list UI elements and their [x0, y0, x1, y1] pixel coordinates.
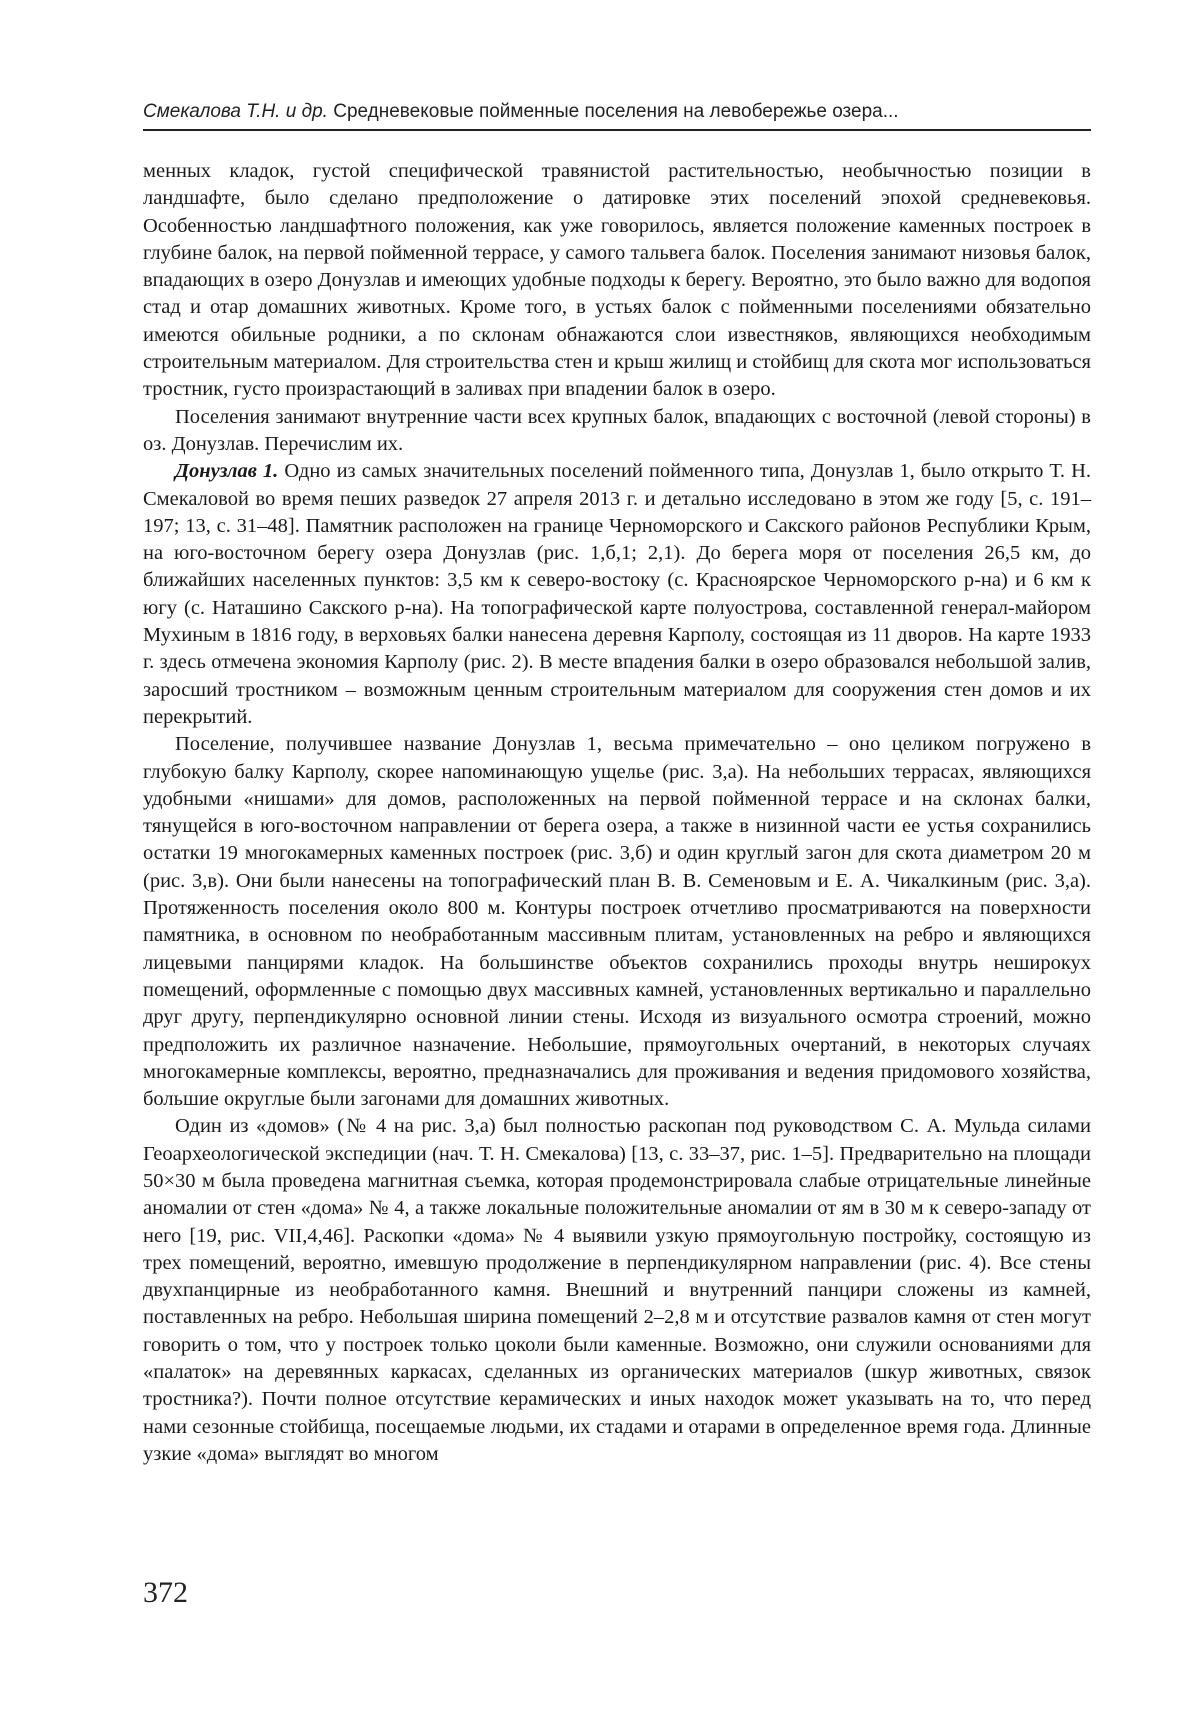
paragraph-3 [143, 458, 1091, 731]
header-authors: Смекалова Т.Н. и др. [143, 101, 328, 122]
paragraph-5: Один из «домов» (№ 4 на рис. 3,а) был полностью раскопан под руководством С. А. Мульда силами Геоархеологической экспедиции (нач. Т. Н. Смекалова) [13, с. 33–37, рис. 1–5]. Предварительно на площади 50×30 м была проведена магнитная съемка, которая продемонстрировала слабые отрицательные линейные аномалии от стен «дома» № 4, а также локальные положительные аномалии от ям в 30 м к северо-западу от него [19, рис. VII,4,46]. Раскопки «дома» № 4 выявили узкую прямоугольную постройку, состоящую из трех помещений, вероятно, имевшую продолжение в перпендикулярном направлении (рис. 4). Все стены двухпанцирные из необработанного камня. Внешний и внутренний панцири сложены из камней, поставленных на ребро. Небольшая ширина помещений 2–2,8 м и отсутствие развалов камня от стен могут говорить о том, что у построек только цоколи были каменные. Возможно, они служили основаниями для «палаток» на деревянных каркасах, сделанных из органических материалов (шкур животных, связок тростника?). Почти полное отсутствие керамических и иных находок может указывать на то, что перед нами сезонные стойбища, посещаемые людьми, их стадами и отарами в определенное время года. Длинные узкие «дома» выглядят во многом [143, 1115, 1091, 1465]
header-divider [143, 129, 1091, 131]
header-title: Средневековые пойменные поселения на левобережье озера... [333, 101, 899, 122]
paragraph-3-text: Одно из самых значительных поселений пойменного типа, Донузлав 1, было открыто Т. Н. Смекаловой во время пеших разведок 27 апреля 2013 г. и детально исследовано в этом же году [5, с. 191–197; 13, с. 31–48]. Памятник расположен на границе Черноморского и Сакского районов Республики Крым, на юго-восточном берегу озера Донузлав (рис. 1,б,1; 2,1). До берега моря от поселения 26,5 км, до ближайших населенных пунктов: 3,5 км к северо-востоку (с. Красноярское Черноморского р-на) и 6 км к югу (с. Наташино Сакского р-на). На топографической карте полуострова, составленной генерал-майором Мухиным в 1816 году, в верховьях балки нанесена деревня Карполу, состоящая из 11 дворов. На карте 1933 г. здесь отмечена экономия Карполу (рис. 2). В месте впадения балки в озеро образовался небольшой залив, заросший тростником – возможным ценным строительным материалом для сооружения стен домов и их перекрытий. [143, 460, 1091, 728]
paragraph-1: менных кладок, густой специфической травянистой растительностью, необычностью позиции в ландшафте, было сделано предположение о датировке этих поселений эпохой средневековья. Особенностью ландшафтного положения, как уже говорилось, является положение каменных построек в глубине балок, на первой пойменной террасе, у самого тальвега балок. Поселения занимают низовья балок, впадающих в озеро Донузлав и имеющих удобные подходы к берегу. Вероятно, это было важно для водопоя стад и отар домашних животных. Кроме того, в устьях балок с пойменными поселениями обязательно имеются обильные родники, а по склонам обнажаются слои известняков, являющихся необходимым строительным материалом. Для строительства стен и крыш жилищ и стойбищ для скота мог использоваться тростник, густо произрастающий в заливах при впадении балок в озеро. [143, 160, 1091, 401]
running-header [143, 100, 1091, 124]
article-body [143, 158, 1091, 1468]
paragraph-2: Поселения занимают внутренние части всех крупных балок, впадающих с восточной (левой стороны) в оз. Донузлав. Перечислим их. [143, 405, 1091, 455]
page-number: 372 [143, 1576, 188, 1609]
site-heading-donuzlav-1: Донузлав 1. [175, 460, 279, 483]
paragraph-4: Поселение, получившее название Донузлав 1, весьма примечательно – оно целиком погружено в глубокую балку Карполу, скорее напоминающую ущелье (рис. 3,а). На небольших террасах, являющихся удобными «нишами» для домов, расположенных на первой пойменной террасе и на склонах балки, тянущейся в юго-восточном направлении от берега озера, а также в низинной части ее устья сохранились остатки 19 многокамерных каменных построек (рис. 3,б) и один круглый загон для скота диаметром 20 м (рис. 3,в). Они были нанесены на топографический план В. В. Семеновым и Е. А. Чикалкиным (рис. 3,а). Протяженность поселения около 800 м. Контуры построек отчетливо просматриваются на поверхности памятника, в основном по необработанным массивным плитам, установленных на ребро и являющихся лицевыми панцирями кладок. На большинстве объектов сохранились проходы внутрь неширокух помещений, оформленные с помощью двух массивных камней, установленных вертикально и параллельно друг другу, перпендикулярно основной линии стены. Исходя из визуального осмотра строений, можно предположить их различное назначение. Небольшие, прямоугольных очертаний, в некоторых случаях многокамерные комплексы, вероятно, предназначались для проживания и ведения придомового хозяйства, большие округлые были загонами для домашних животных. [143, 733, 1091, 1111]
